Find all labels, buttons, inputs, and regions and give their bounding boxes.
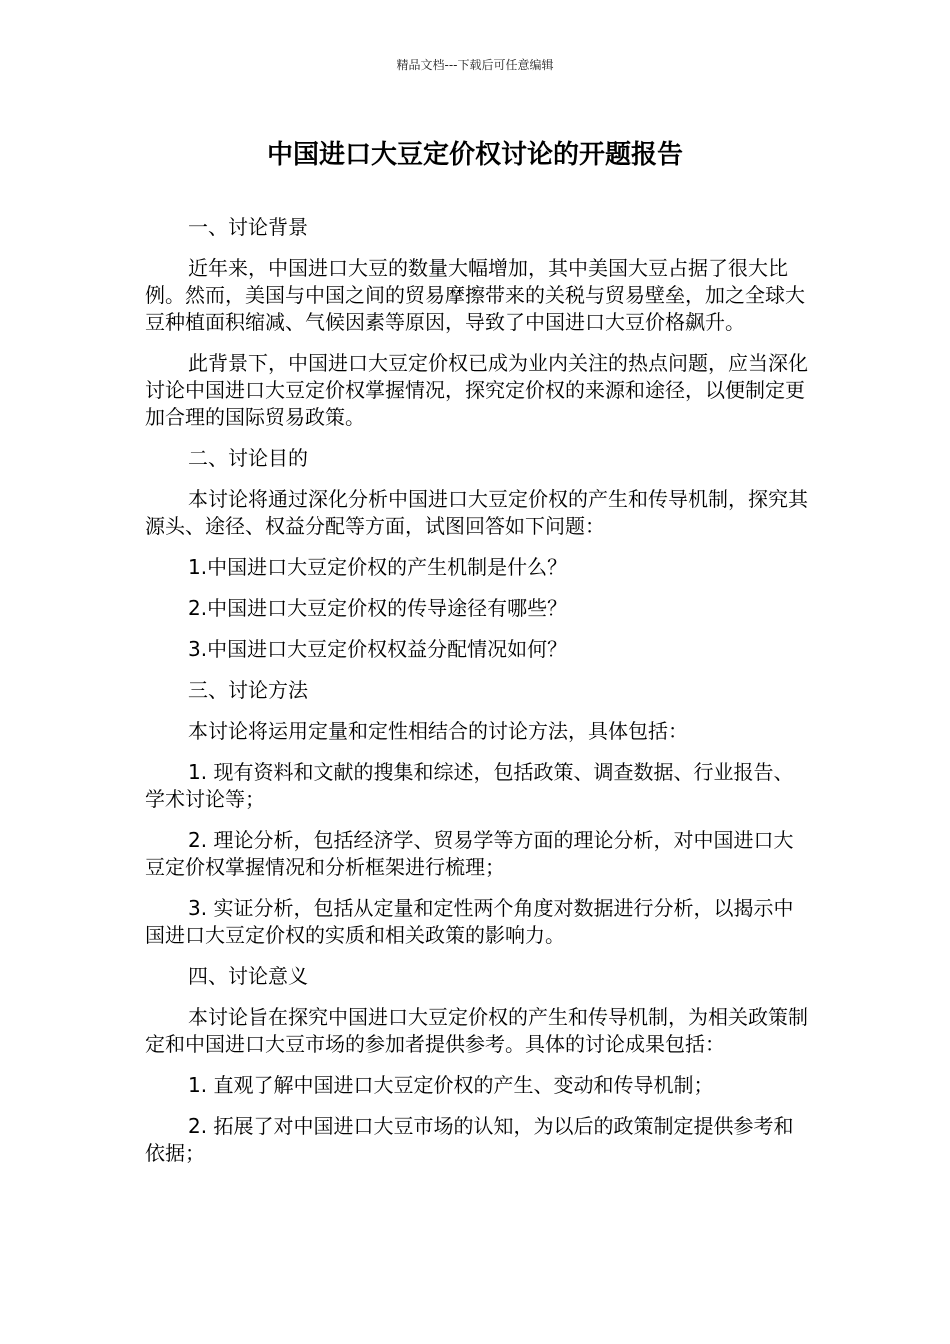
question-item-1: 1.中国进口大豆定价权的产生机制是什么？ xyxy=(188,555,568,579)
paragraph-purpose: 本讨论将通过深化分析中国进口大豆定价权的产生和传导机制，探究其源头、途径、权益分配等方面，试图回答如下问题： xyxy=(145,487,808,538)
method-item-1: 1. 现有资料和文献的搜集和综述，包括政策、调查数据、行业报告、学术讨论等； xyxy=(145,760,794,811)
paragraph-method: 本讨论将运用定量和定性相结合的讨论方法，具体包括： xyxy=(188,719,688,743)
significance-item-2: 2. 拓展了对中国进口大豆市场的认知，为以后的政策制定提供参考和依据； xyxy=(145,1114,794,1165)
section-heading-purpose: 二、讨论目的 xyxy=(188,446,308,470)
document-body xyxy=(145,214,810,1181)
section-heading-method: 三、讨论方法 xyxy=(188,678,308,702)
section-heading-significance: 四、讨论意义 xyxy=(188,964,308,988)
paragraph-significance: 本讨论旨在探究中国进口大豆定价权的产生和传导机制，为相关政策制定和中国进口大豆市场的参加者提供参考。具体的讨论成果包括： xyxy=(145,1005,808,1056)
method-item-3: 3. 实证分析，包括从定量和定性两个角度对数据进行分析，以揭示中国进口大豆定价权的实质和相关政策的影响力。 xyxy=(145,896,794,947)
question-item-3: 3.中国进口大豆定价权权益分配情况如何？ xyxy=(188,637,568,661)
document-title: 中国进口大豆定价权讨论的开题报告 xyxy=(266,140,683,170)
paragraph-background-1: 近年来，中国进口大豆的数量大幅增加，其中美国大豆占据了很大比例。然而，美国与中国之间的贸易摩擦带来的关税与贸易壁垒，加之全球大豆种植面积缩减、气候因素等原因，导致了中国进口大豆价格飙升。 xyxy=(145,256,805,334)
page-header: 精品文档---下载后可任意编辑 xyxy=(396,58,554,72)
method-item-2: 2. 理论分析，包括经济学、贸易学等方面的理论分析，对中国进口大豆定价权掌握情况和分析框架进行梳理； xyxy=(145,828,794,879)
paragraph-background-2: 此背景下，中国进口大豆定价权已成为业内关注的热点问题，应当深化讨论中国进口大豆定价权掌握情况，探究定价权的来源和途径，以便制定更加合理的国际贸易政策。 xyxy=(145,351,808,429)
significance-item-1: 1. 直观了解中国进口大豆定价权的产生、变动和传导机制； xyxy=(188,1073,714,1097)
section-heading-background: 一、讨论背景 xyxy=(188,215,308,239)
question-item-2: 2.中国进口大豆定价权的传导途径有哪些？ xyxy=(188,596,568,620)
